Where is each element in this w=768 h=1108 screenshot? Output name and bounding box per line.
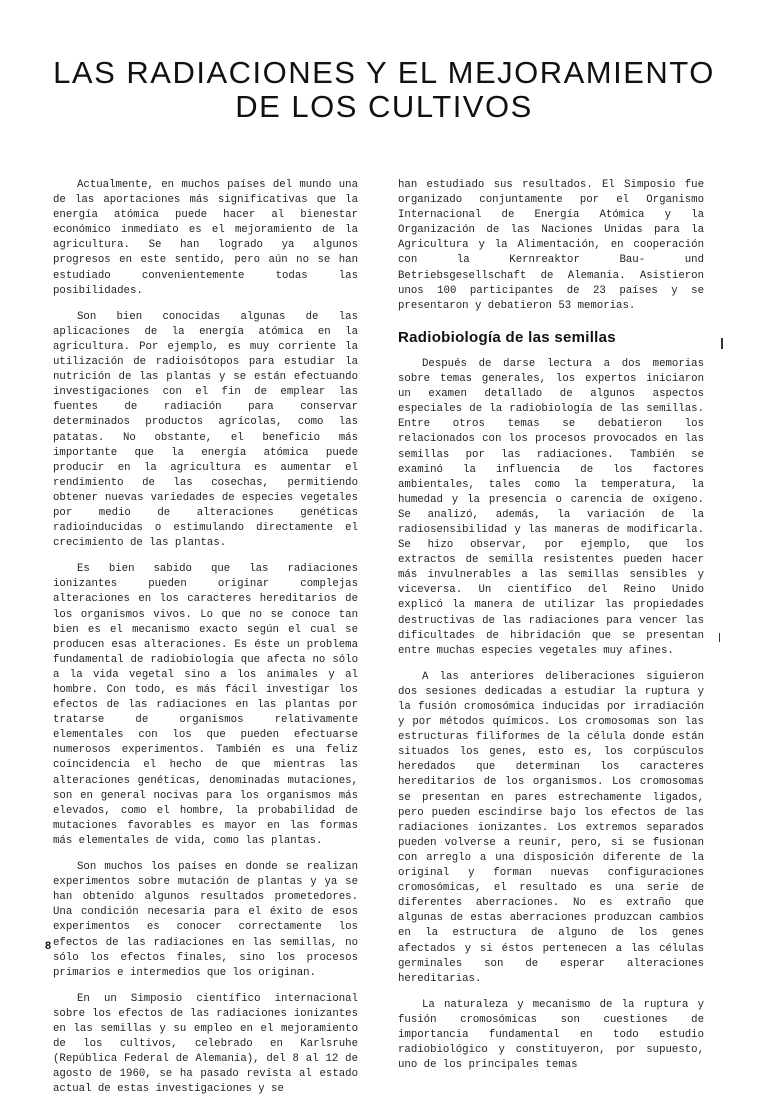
- page-title: [0, 56, 768, 124]
- body-paragraph-continued: han estudiado sus resultados. El Simposio fue organizado conjuntamente por el Organismo Internacional de Energía Atómica y la Organización de las Naciones Unidas para la Agricultura y la Alimentación, en cooperación con la Kernreaktor Bau- und Betriebsgesellschaft de Alemania. Asistieron unos 100 participantes de 23 países y se presentaron y debatieron 53 memorias.: [398, 179, 704, 312]
- margin-mark: [719, 633, 720, 642]
- body-paragraph: Después de darse lectura a dos memorias sobre temas generales, los expertos iniciaron un examen detallado de algunos aspectos especiales de la radiobiología de las semillas. Entre otros temas se debatieron los relacionados con los procesos provocados en las semillas por las radiaciones. También se examinó la influencia de los factores ambientales, tales como la temperatura, la humedad y la presencia o carencia de oxígeno. Se analizó, además, la variación de la radiosensibilidad y las maneras de modificarla. Se hizo observar, por ejemplo, que los extractos de semilla resistentes pueden hacer más invulnerables a las semillas sensibles y viceversa. Un científico del Reino Unido explicó la manera de utilizar las propiedades destructivas de las radiaciones para vencer las dificultades de hibridación que se presentan entre muchas especies vegetales muy afines.: [398, 357, 704, 657]
- page-title-line-2: DE LOS CULTIVOS: [235, 89, 533, 124]
- section-heading: Radiobiología de las semillas: [398, 328, 616, 346]
- body-paragraph: Es bien sabido que las radiaciones ionizantes pueden originar complejas alteraciones en los caracteres hereditarios de los organismos vivos. Lo que no se conoce tan bien es el mecanismo exacto según el cual se producen esas alteraciones. Es éste un problema fundamental de radiobiología que afecta no sólo a la vida vegetal sino a los animales y al hombre. Con todo, es más fácil investigar los efectos de las radiaciones en las plantas por tratarse de organismos relativamente elementales con los que pueden efectuarse numerosos experimentos. También es una feliz coincidencia el hecho de que mientras las alteraciones genéticas, denominadas mutaciones, son en general nocivas para los organismos más elevados, como el hombre, la probabilidad de mutaciones favorables es mayor en las formas más elementales de vida, como las plantas.: [53, 563, 358, 847]
- body-paragraph: La naturaleza y mecanismo de la ruptura y fusión cromosómicas son cuestiones de importancia fundamental en todo estudio radiobiológico y constituyeron, por supuesto, uno de los principales temas: [398, 998, 704, 1072]
- body-paragraph: En un Simposio científico internacional sobre los efectos de las radiaciones ionizantes en las semillas y su empleo en el mejoramiento de los cultivos, celebrado en Karlsruhe (República Federal de Alemania), del 8 al 12 de agosto de 1960, se ha pasado revista al estado actual de estas investigaciones y se: [53, 992, 358, 1096]
- page-number: 8: [45, 940, 52, 952]
- left-column: [53, 178, 358, 1108]
- body-paragraph: A las anteriores deliberaciones siguieron dos sesiones dedicadas a estudiar la ruptura y la fusión cromosómica inducidas por irradiación y por métodos químicos. Los cromosomas son las estructuras filiformes de la célula donde están situados los genes, esto es, los corpúsculos heredados que determinan los caracteres hereditarios de los organismos. Los cromosomas se presentan en pares estrechamente ligados, pero pueden escindirse bajo los efectos de las radiaciones ionizantes. Los extremos separados pueden volverse a reunir, pero, si se fusionan con arreglo a una disposición diferente de la original y forman nuevas configuraciones cromosómicas, el resultado es una serie de diferentes aberraciones. No es extraño que algunas de estas aberraciones produzcan cambios en la estructura de alguno de los genes afectados y si éstos pertenecen a las células germinales son de esperar alteraciones hereditarias.: [398, 670, 704, 985]
- body-paragraph: Actualmente, en muchos países del mundo una de las aportaciones más significativas que la energía atómica puede hacer al bienestar económico inmediato es el mejoramiento de la agricultura. Se han logrado ya algunos progresos en este sentido, pero aún no se han estudiado convenientemente todas las posibilidades.: [53, 179, 358, 297]
- right-column: [398, 178, 704, 1084]
- page-title-line-1: LAS RADIACIONES Y EL MEJORAMIENTO: [53, 55, 715, 90]
- body-paragraph: Son muchos los países en donde se realizan experimentos sobre mutación de plantas y ya se han obtenido algunos resultados prometedores. Una condición necesaria para el éxito de esos experimentos es conocer correctamente los efectos de las radiaciones en las semillas, no sólo los efectos finales, sino los procesos primarios e intermedios que los originan.: [53, 861, 358, 979]
- body-paragraph: Son bien conocidas algunas de las aplicaciones de la energía atómica en la agricultura. Por ejemplo, es muy corriente la utilización de radioisótopos para estudiar la nutrición de las plantas y se están efectuando investigaciones con el fin de emplear las fuentes de radiación para conservar determinados productos agrícolas, como las patatas. No obstante, el beneficio más importante que la energía atómica puede producir en la agricultura es aumentar el rendimiento de las cosechas, permitiendo obtener nuevas variedades de especies vegetales por medio de alteraciones genéticas radioinducidas o estimulando directamente el crecimiento de las plantas.: [53, 310, 358, 550]
- margin-mark: [721, 338, 723, 349]
